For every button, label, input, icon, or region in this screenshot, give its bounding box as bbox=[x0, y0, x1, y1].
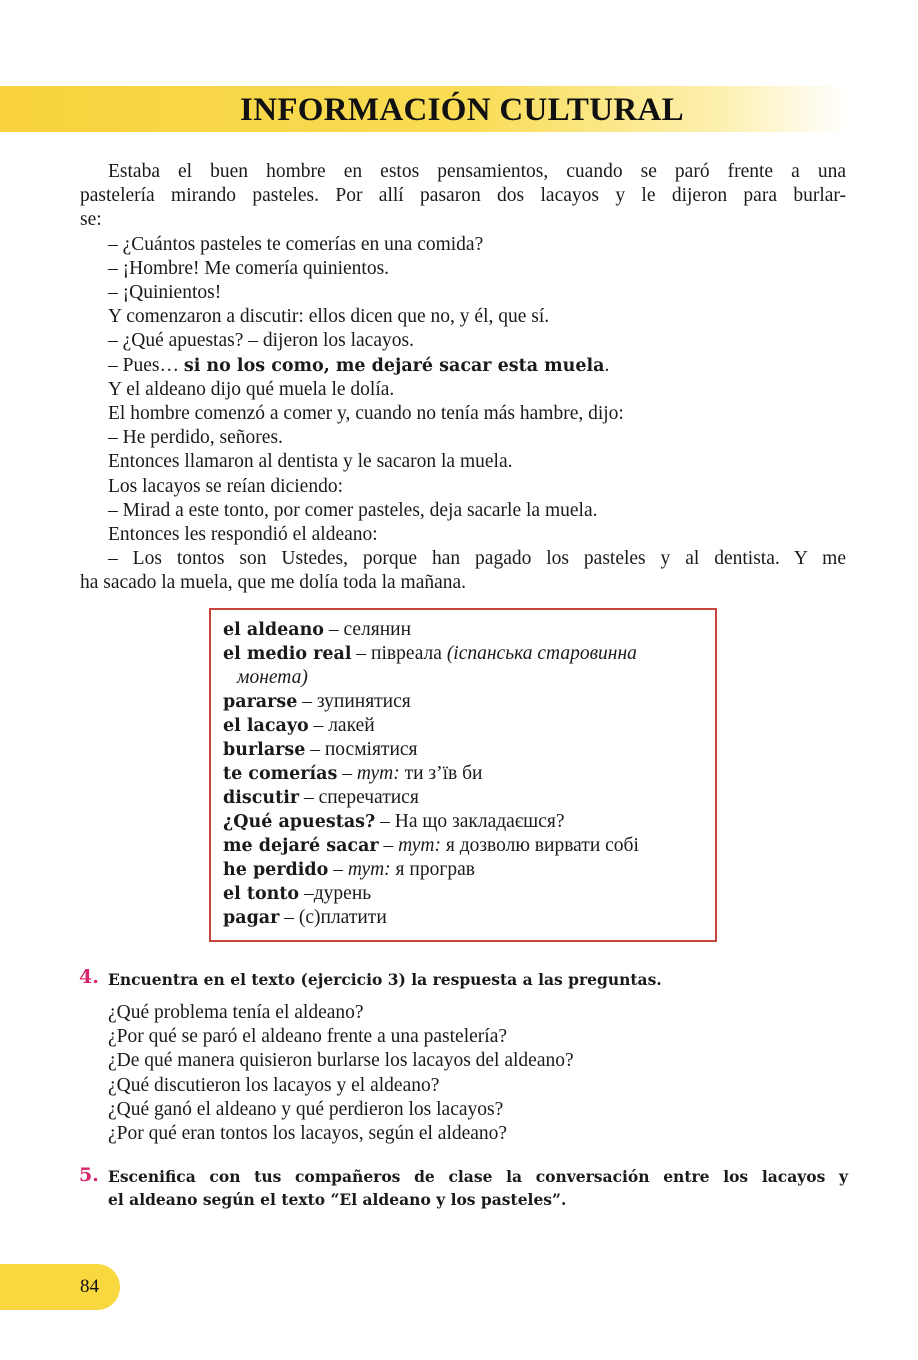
vocab-entry bbox=[223, 690, 715, 714]
vocab-translation: лакей bbox=[328, 715, 375, 736]
vocab-translation: дурень bbox=[313, 883, 372, 904]
vocab-term: el tonto bbox=[223, 884, 300, 904]
dialogue-prefix: – Pues… bbox=[108, 354, 184, 376]
story-paragraph-line: Estaba el buen hombre en estos pensamientos, cuando se paró frente a una bbox=[108, 161, 846, 182]
vocab-translation: селянин bbox=[343, 619, 412, 640]
dialogue-line: Los lacayos se reían diciendo: bbox=[108, 475, 343, 497]
vocab-sep: – bbox=[351, 643, 372, 664]
vocab-sep: – bbox=[378, 835, 399, 856]
vocab-term: el medio real bbox=[223, 644, 352, 664]
vocab-entry-continuation bbox=[223, 666, 715, 690]
vocab-sep: – bbox=[375, 811, 395, 832]
vocab-sep: – bbox=[323, 619, 344, 640]
vocab-term: pagar bbox=[223, 908, 280, 928]
question-item: ¿Qué problema tenía el aldeano? bbox=[108, 1002, 364, 1023]
exercise-5-line: Escenifica con tus compañeros de clase la conversación entre los lacayos y bbox=[108, 1167, 848, 1186]
vocab-term: he perdido bbox=[223, 860, 329, 880]
vocab-sep: – bbox=[337, 763, 357, 784]
vocab-entry bbox=[223, 882, 715, 906]
dialogue-line: – ¿Cuántos pasteles te comerías en una comida? bbox=[108, 233, 484, 255]
vocab-note: тут: bbox=[398, 835, 441, 856]
vocab-note: монета) bbox=[237, 667, 308, 688]
section-title: INFORMACIÓN CULTURAL bbox=[240, 92, 684, 128]
exercise-5-line: el aldeano según el texto “El aldeano y los pasteles”. bbox=[108, 1190, 567, 1209]
dialogue-line: – ¡Hombre! Me comería quinientos. bbox=[108, 257, 390, 279]
vocab-entry bbox=[223, 642, 715, 666]
dialogue-line bbox=[80, 354, 846, 378]
vocab-term: pararse bbox=[223, 692, 298, 712]
dialogue-line: Y comenzaron a discutir: ellos dicen que no, y él, que sí. bbox=[108, 306, 550, 328]
vocab-translation: (с)платити bbox=[298, 907, 387, 928]
page-number: 84 bbox=[80, 1276, 99, 1297]
vocab-translation: зупинятися bbox=[316, 691, 411, 712]
vocab-entry bbox=[223, 618, 715, 642]
bold-phrase: si no los como, me dejaré sacar esta muela bbox=[183, 355, 605, 376]
vocab-sep: – bbox=[297, 691, 317, 712]
dialogue-suffix: . bbox=[604, 354, 610, 376]
vocab-term: el aldeano bbox=[223, 620, 324, 640]
vocab-entry bbox=[223, 714, 715, 738]
story-paragraph-line: ha sacado la muela, que me dolía toda la mañana. bbox=[80, 572, 467, 594]
vocab-term: burlarse bbox=[223, 740, 306, 760]
vocab-note: тут: bbox=[356, 763, 400, 784]
vocab-translation: я дозволю вирвати собі bbox=[440, 835, 639, 856]
exercise-5-instruction bbox=[108, 1165, 848, 1211]
vocab-note: тут: bbox=[347, 859, 391, 880]
question-item: ¿Por qué eran tontos los lacayos, según el aldeano? bbox=[108, 1123, 508, 1145]
story-text bbox=[80, 160, 846, 596]
dialogue-line: Entonces llamaron al dentista y le sacaron la muela. bbox=[108, 451, 513, 473]
vocab-sep: – bbox=[305, 739, 325, 760]
question-item: ¿Qué discutieron los lacayos y el aldeano? bbox=[108, 1074, 440, 1096]
vocabulary-box bbox=[209, 608, 717, 942]
exercise-5-number: 5. bbox=[79, 1164, 99, 1186]
vocab-entry bbox=[223, 834, 715, 858]
vocab-term: me dejaré sacar bbox=[223, 836, 379, 856]
vocab-translation: ти з’їв би bbox=[399, 763, 483, 784]
vocab-note: (іспанська старовинна bbox=[446, 643, 637, 664]
dialogue-line: – He perdido, señores. bbox=[108, 427, 283, 449]
vocab-entry bbox=[223, 906, 715, 930]
dialogue-line: Y el aldeano dijo qué muela le dolía. bbox=[108, 378, 395, 400]
story-paragraph-line: – Los tontos son Ustedes, porque han pagado los pasteles y al dentista. Y me bbox=[108, 548, 846, 570]
dialogue-line: – ¡Quinientos! bbox=[108, 282, 222, 304]
vocab-term: ¿Qué apuestas? bbox=[223, 812, 376, 832]
vocab-translation: я програв bbox=[390, 859, 475, 880]
exercise-4-number: 4. bbox=[79, 966, 99, 988]
vocab-term: discutir bbox=[223, 788, 300, 808]
vocab-sep: – bbox=[279, 907, 299, 928]
question-item: ¿Qué ganó el aldeano y qué perdieron los lacayos? bbox=[108, 1098, 504, 1120]
dialogue-line: El hombre comenzó a comer y, cuando no tenía más hambre, dijo: bbox=[108, 403, 624, 425]
vocab-sep: – bbox=[299, 883, 314, 904]
story-paragraph-line: pastelería mirando pasteles. Por allí pasaron dos lacayos y le dijeron para burlar- bbox=[80, 185, 846, 207]
dialogue-line: – ¿Qué apuestas? – dijeron los lacayos. bbox=[108, 330, 414, 352]
story-paragraph-line: se: bbox=[80, 209, 102, 231]
vocab-sep: – bbox=[299, 787, 319, 808]
dialogue-line: Entonces les respondió el aldeano: bbox=[108, 524, 378, 546]
vocab-entry bbox=[223, 858, 715, 882]
vocab-entry bbox=[223, 762, 715, 786]
exercise-4-instruction: Encuentra en el texto (ejercicio 3) la respuesta a las preguntas. bbox=[108, 970, 662, 989]
vocab-translation: півреала bbox=[371, 643, 447, 664]
page-number-tab bbox=[0, 1264, 120, 1310]
question-item: ¿De qué manera quisieron burlarse los lacayos del aldeano? bbox=[108, 1050, 574, 1072]
vocab-term: el lacayo bbox=[223, 716, 309, 736]
vocab-translation: посміятися bbox=[324, 739, 418, 760]
vocab-entry bbox=[223, 786, 715, 810]
vocab-entry bbox=[223, 810, 715, 834]
vocab-term: te comerías bbox=[223, 764, 338, 784]
vocab-translation: На що закладаєшся? bbox=[394, 811, 565, 832]
section-banner bbox=[0, 86, 848, 132]
question-item: ¿Por qué se paró el aldeano frente a una pastelería? bbox=[108, 1026, 508, 1048]
vocab-sep: – bbox=[308, 715, 329, 736]
vocab-sep: – bbox=[328, 859, 348, 880]
vocab-entry bbox=[223, 738, 715, 762]
vocab-translation: сперечатися bbox=[318, 787, 419, 808]
question-list bbox=[108, 1001, 574, 1146]
dialogue-line: – Mirad a este tonto, por comer pasteles, deja sacarle la muela. bbox=[108, 499, 598, 521]
